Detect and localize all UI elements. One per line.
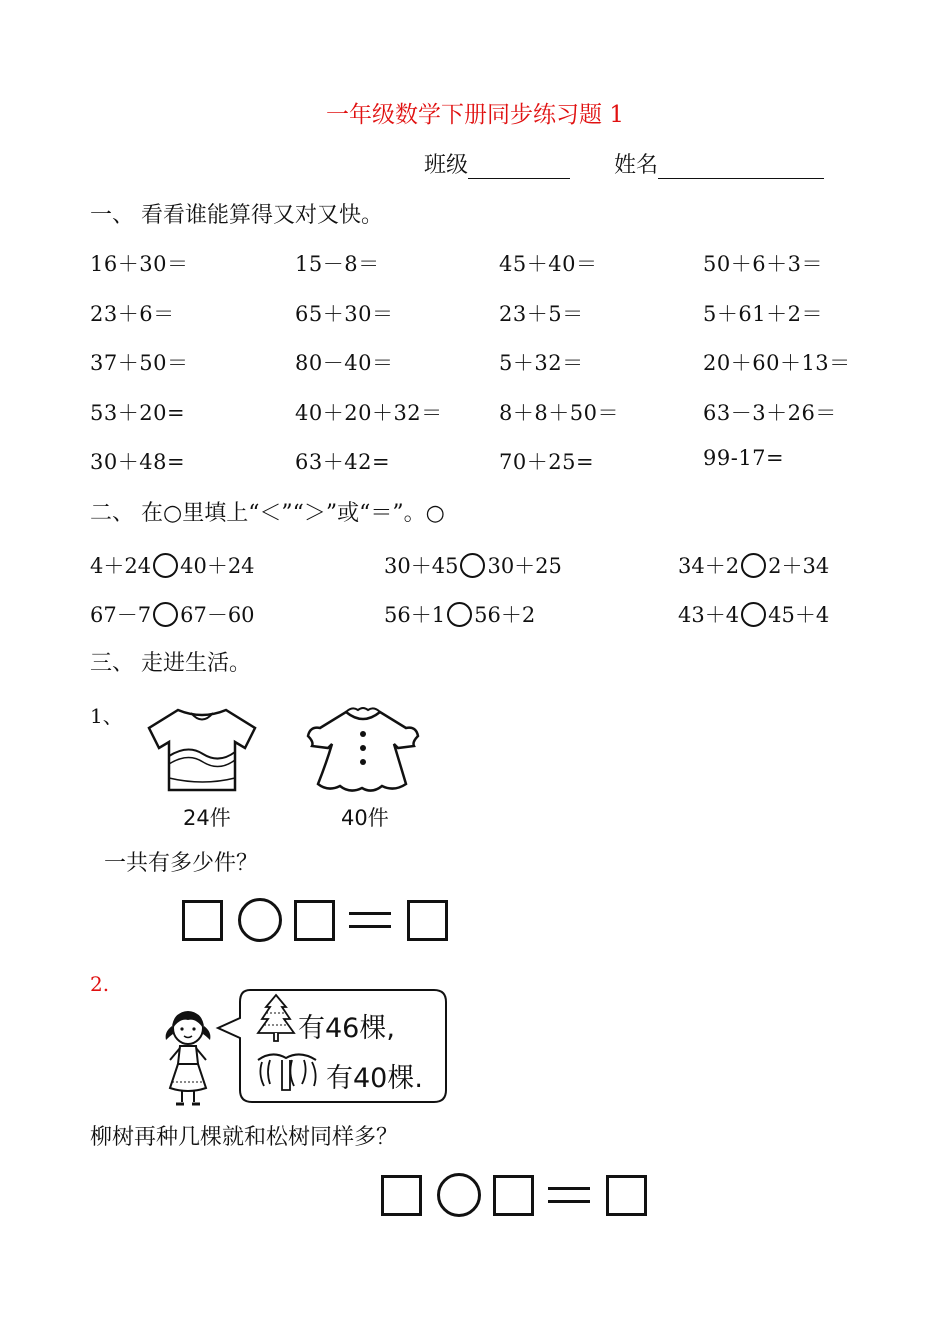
comparison-item [678,599,829,629]
calc-problem: 45＋40＝ [499,252,598,276]
comparison-item [90,599,255,629]
comparison-left: 43＋4 [678,603,740,627]
name-field [614,148,824,179]
calc-problem: 40＋20＋32＝ [295,400,443,425]
class-blank[interactable] [468,156,570,179]
equals-sign [349,910,391,930]
comparison-left: 34＋2 [678,554,740,578]
calc-problem: 80－40＝ [295,351,394,375]
section-3-heading: 三、 走进生活。 [90,651,251,676]
q1-number: 1、 [90,704,123,728]
girl-image [158,1008,218,1108]
shirt-count: 24件 [183,806,231,830]
comparison-item [90,550,255,580]
comparison-item [384,550,562,580]
calc-problem: 53＋20= [90,400,186,425]
bubble-line-1: 有46棵, [298,1013,395,1044]
calc-problem: 8＋8＋50＝ [499,400,619,425]
operator-circle[interactable] [238,898,282,942]
calc-problem: 15－8＝ [295,252,380,276]
answer-box[interactable] [407,900,448,941]
answer-box[interactable] [182,900,223,941]
compare-circle[interactable] [153,602,178,627]
page-title: 一年级数学下册同步练习题 1 [326,102,624,128]
q1-question: 一共有多少件？ [104,851,259,876]
compare-circle[interactable] [741,602,766,627]
willow-tree-icon [252,1050,322,1094]
comparison-right: 67－60 [180,603,255,627]
compare-circle[interactable] [153,553,178,578]
dress-count: 40件 [341,806,389,830]
comparison-right: 2＋34 [768,554,830,578]
comparison-left: 30＋45 [384,554,459,578]
name-label: 姓名 [614,153,659,178]
comparison-right: 45＋4 [768,603,830,627]
calc-problem: 99-17= [703,446,785,470]
comparison-left: 4＋24 [90,554,152,578]
compare-circle[interactable] [741,553,766,578]
q2-equation [381,1173,647,1217]
calc-problem: 65＋30＝ [295,301,394,326]
class-field [424,148,570,179]
dress-image [302,704,424,796]
comparison-left: 67－7 [90,603,152,627]
compare-circle[interactable] [447,602,472,627]
answer-box[interactable] [294,900,335,941]
tshirt-image [143,704,261,796]
answer-box[interactable] [381,1175,422,1216]
calc-problem: 63－3＋26＝ [703,400,837,425]
answer-box[interactable] [606,1175,647,1216]
calc-problem: 37＋50＝ [90,351,189,375]
comparison-right: 30＋25 [487,554,562,578]
calc-problem: 70＋25= [499,450,595,474]
pine-tree-icon [256,993,296,1043]
comparison-item [678,550,829,580]
calc-problem: 30＋48= [90,450,186,474]
section-2-heading: 二、 在○里填上“＜”“＞”或“＝”。○ [90,501,445,526]
calc-problem: 5＋32＝ [499,351,584,375]
bubble-line-2: 有40棵. [326,1063,423,1094]
name-blank[interactable] [658,156,824,179]
comparison-left: 56＋1 [384,603,446,627]
section-1-heading: 一、 看看谁能算得又对又快。 [90,203,383,228]
calc-problem: 16＋30＝ [90,252,189,276]
calc-problem: 5＋61＋2＝ [703,301,823,326]
comparison-right: 40＋24 [180,554,255,578]
calc-problem: 63＋42= [295,450,391,474]
equals-sign [548,1185,590,1205]
calc-problem: 20＋60＋13＝ [703,351,851,375]
calc-problem: 23＋5＝ [499,301,584,326]
operator-circle[interactable] [437,1173,481,1217]
class-label: 班级 [424,153,469,178]
q2-number: 2. [90,972,110,996]
q2-question: 柳树再种几棵就和松树同样多？ [90,1125,399,1150]
compare-circle[interactable] [460,553,485,578]
comparison-item [384,599,535,629]
answer-box[interactable] [493,1175,534,1216]
comparison-right: 56＋2 [474,603,536,627]
q1-equation [182,898,448,942]
calc-problem: 50＋6＋3＝ [703,252,823,276]
calc-problem: 23＋6＝ [90,301,175,326]
